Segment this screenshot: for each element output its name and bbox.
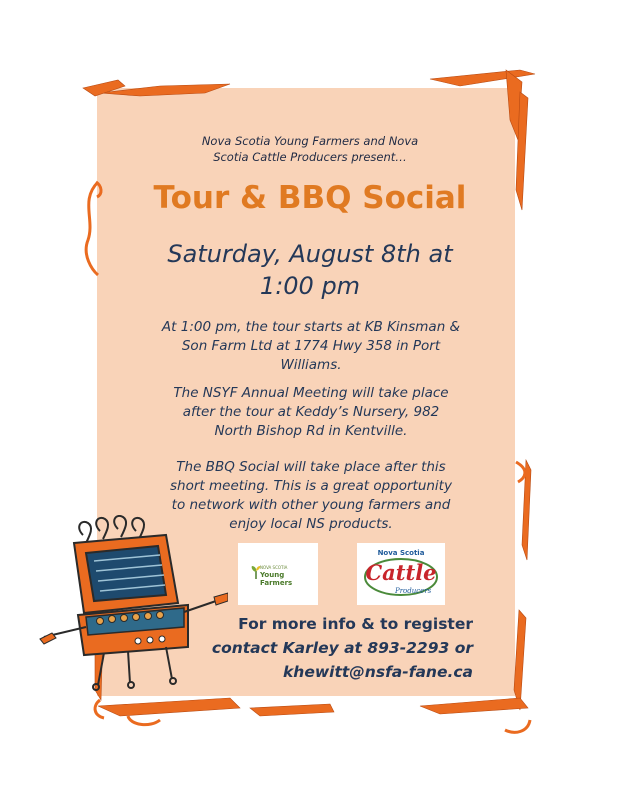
date-line-2: 1:00 pm xyxy=(259,272,361,300)
cattle-producers-main: Cattle xyxy=(365,560,437,585)
paragraph-line: enjoy local NS products. xyxy=(229,516,393,532)
intro-line-1: Nova Scotia Young Farmers and Nova xyxy=(201,134,419,148)
event-date xyxy=(115,238,505,302)
paragraph-line: The BBQ Social will take place after this xyxy=(176,459,446,475)
paragraph-line: after the tour at Keddy’s Nursery, 982 xyxy=(182,404,440,420)
contact-info xyxy=(203,612,473,684)
paragraph-line: North Bishop Rd in Kentville. xyxy=(214,423,408,439)
date-line-1: Saturday, August 8th at xyxy=(167,240,453,268)
paragraph-meeting xyxy=(140,384,482,441)
cattle-producers-bottom: Producers xyxy=(395,587,432,595)
contact-line-1: For more info & to register xyxy=(238,615,473,633)
paragraph-line: At 1:00 pm, the tour starts at KB Kinsman & xyxy=(161,319,461,335)
paragraph-tour xyxy=(140,318,482,375)
cattle-producers-logo xyxy=(357,543,445,605)
paragraph-line: The NSYF Annual Meeting will take place xyxy=(173,385,449,401)
contact-email[interactable]: khewitt@nsfa-fane.ca xyxy=(283,663,473,681)
bbq-grill-icon xyxy=(38,515,228,695)
intro-line-2: Scotia Cattle Producers present… xyxy=(213,150,407,164)
contact-line-2 xyxy=(203,636,473,660)
paragraph-line: Williams. xyxy=(280,357,342,373)
intro-text xyxy=(145,133,475,165)
young-farmers-logo xyxy=(238,543,318,605)
paragraph-line: short meeting. This is a great opportunity xyxy=(170,478,452,494)
contact-prefix: contact Karley at xyxy=(211,639,368,657)
contact-suffix: or xyxy=(449,639,473,657)
event-title: Tour & BBQ Social xyxy=(153,180,467,216)
young-farmers-region: NOVA SCOTIA xyxy=(260,565,288,570)
paragraph-line: to network with other young farmers and xyxy=(171,497,451,513)
cattle-producers-top: Nova Scotia xyxy=(377,549,425,557)
young-farmers-name: Young Farmers xyxy=(260,571,293,587)
contact-phone[interactable]: 893-2293 xyxy=(367,639,450,657)
paragraph-line: Son Farm Ltd at 1774 Hwy 358 in Port xyxy=(181,338,441,354)
